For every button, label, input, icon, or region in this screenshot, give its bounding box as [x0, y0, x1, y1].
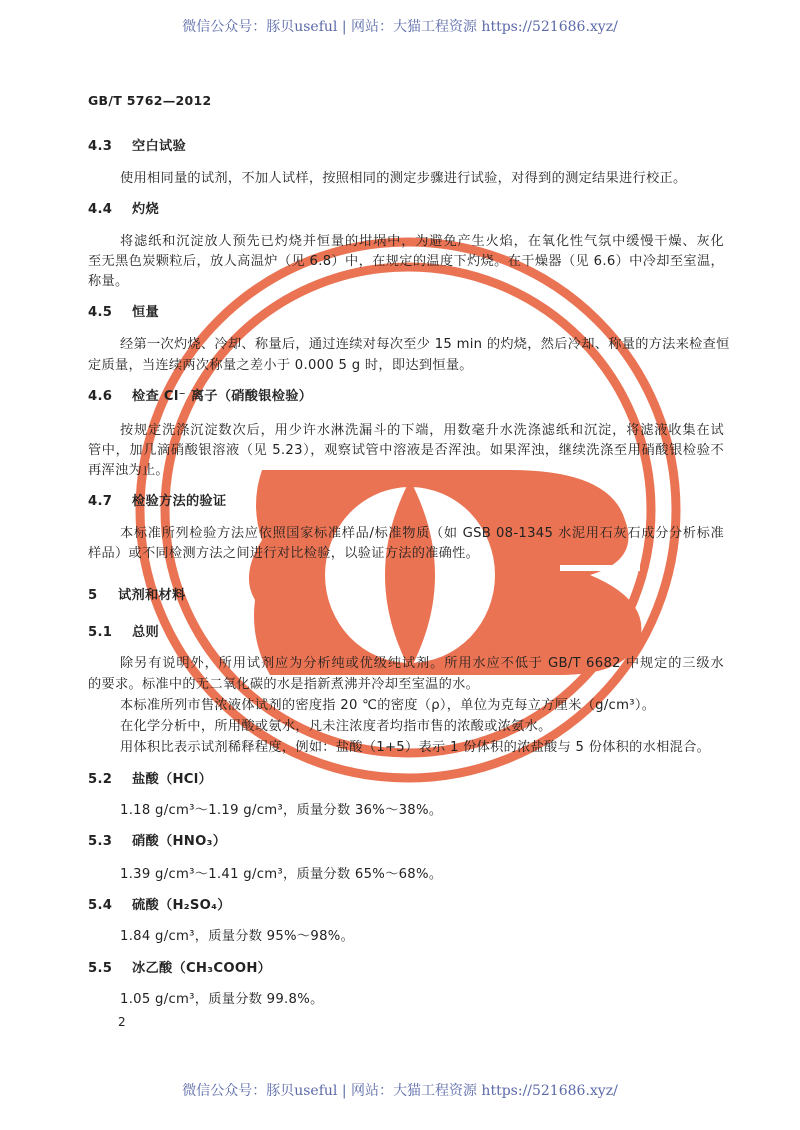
section-number: 5.1: [88, 625, 113, 640]
section-4-5-heading: [88, 305, 159, 321]
section-number: 5: [88, 588, 98, 603]
section-number: 4.6: [88, 389, 113, 404]
section-number: 4.5: [88, 305, 113, 320]
page-number: 2: [118, 1015, 126, 1029]
paragraph-line: 定质量，当连续两次称量之差小于 0.000 5 g 时，即达到恒量。: [88, 358, 473, 373]
paragraph-line: 称量。: [88, 274, 129, 289]
watermark-footer: 微信公众号：豚贝useful | 网站：大猫工程资源 https://521686.xyz/: [182, 1083, 618, 1099]
paragraph-line: 管中，加几滴硝酸银溶液（见 5.23），观察试管中溶液是否浑浊。如果浑浊，继续洗涤至用硝酸银检验不: [88, 443, 724, 458]
paragraph-line: 样品）或不同检测方法之间进行对比检验，以验证方法的准确性。: [88, 546, 480, 561]
paragraph-line: 至无黑色炭颗粒后，放人高温炉（见 6.8）中，在规定的温度下灼烧。在干燥器（见 6.6）中冷却至室温，: [88, 254, 724, 269]
section-4-7-heading: [88, 494, 226, 510]
paragraph-line: 再浑浊为止。: [88, 463, 169, 478]
section-5-4-heading: [88, 898, 231, 914]
paragraph-line: 1.18 g/cm³～1.19 g/cm³，质量分数 36%～38%。: [120, 803, 443, 818]
section-number: 5.4: [88, 898, 113, 913]
section-title: 硫酸（H₂SO₄）: [132, 898, 231, 913]
section-5-heading: [88, 588, 185, 604]
section-5-2-heading: [88, 772, 212, 788]
paragraph-line: 使用相同量的试剂，不加人试样，按照相同的测定步骤进行试验，对得到的测定结果进行校正。: [120, 171, 687, 186]
paragraph-line: 的要求。标准中的无二氧化碳的水是指新煮沸并冷却至室温的水。: [88, 677, 480, 692]
section-title: 硝酸（HNO₃）: [132, 834, 227, 849]
section-5-5-heading: [88, 961, 271, 977]
section-title: 盐酸（HCl）: [132, 772, 213, 787]
paragraph-line: 1.84 g/cm³，质量分数 95%～98%。: [120, 929, 355, 944]
section-number: 4.4: [88, 202, 113, 217]
section-4-6-heading: [88, 389, 312, 405]
section-title: 检查 Cl⁻ 离子（硝酸银检验）: [132, 389, 313, 404]
paragraph-line: 1.39 g/cm³～1.41 g/cm³，质量分数 65%～68%。: [120, 867, 443, 882]
section-4-3-heading: [88, 139, 186, 155]
section-title: 灼烧: [132, 202, 159, 217]
paragraph-line: 1.05 g/cm³，质量分数 99.8%。: [120, 992, 324, 1007]
seal-logo-slot: [560, 565, 640, 571]
paragraph-line: 将滤纸和沉淀放人预先已灼烧并恒量的坩埚中，为避免产生火焰，在氧化性气氛中缓慢干燥、灰化: [120, 234, 724, 249]
section-5-1-heading: [88, 625, 159, 641]
paragraph-line: 用体积比表示试剂稀释程度，例如：盐酸（1+5）表示 1 份体积的浓盐酸与 5 份体积的水相混合。: [120, 740, 711, 755]
paragraph-line: 本标准所列检验方法应依照国家标准样品/标准物质（如 GSB 08-1345 水泥用石灰石成分分析标准: [120, 526, 724, 541]
standard-code: GB/T 5762—2012: [88, 93, 212, 108]
section-number: 4.7: [88, 494, 113, 509]
section-number: 4.3: [88, 139, 113, 154]
section-title: 恒量: [132, 305, 159, 320]
section-title: 冰乙酸（CH₃COOH）: [132, 961, 272, 976]
watermark-header: 微信公众号：豚贝useful | 网站：大猫工程资源 https://521686.xyz/: [182, 19, 618, 35]
section-title: 试剂和材料: [118, 588, 186, 603]
section-title: 总则: [132, 625, 159, 640]
section-4-4-heading: [88, 202, 159, 218]
section-number: 5.2: [88, 772, 113, 787]
paragraph-line: 按规定洗涤沉淀数次后，用少许水淋洗漏斗的下端，用数毫升水洗涤滤纸和沉淀，将滤液收集在试: [120, 423, 724, 438]
paragraph-line: 除另有说明外，所用试剂应为分析纯或优级纯试剂。所用水应不低于 GB/T 6682 中规定的三级水: [120, 656, 724, 671]
section-5-3-heading: [88, 834, 226, 850]
section-number: 5.5: [88, 961, 113, 976]
paragraph-line: 在化学分析中，所用酸或氨水，凡未注浓度者均指市售的浓酸或浓氨水。: [120, 719, 552, 734]
paragraph-line: 经第一次灼烧、冷却、称量后，通过连续对每次至少 15 min 的灼烧，然后冷却、称量的方法来检查恒: [120, 337, 730, 352]
section-title: 空白试验: [132, 139, 186, 154]
section-number: 5.3: [88, 834, 113, 849]
paragraph-line: 本标准所列市售浓液体试剂的密度指 20 ℃的密度（ρ），单位为克每立方厘米（g/cm³）。: [120, 698, 656, 713]
section-title: 检验方法的验证: [132, 494, 227, 509]
